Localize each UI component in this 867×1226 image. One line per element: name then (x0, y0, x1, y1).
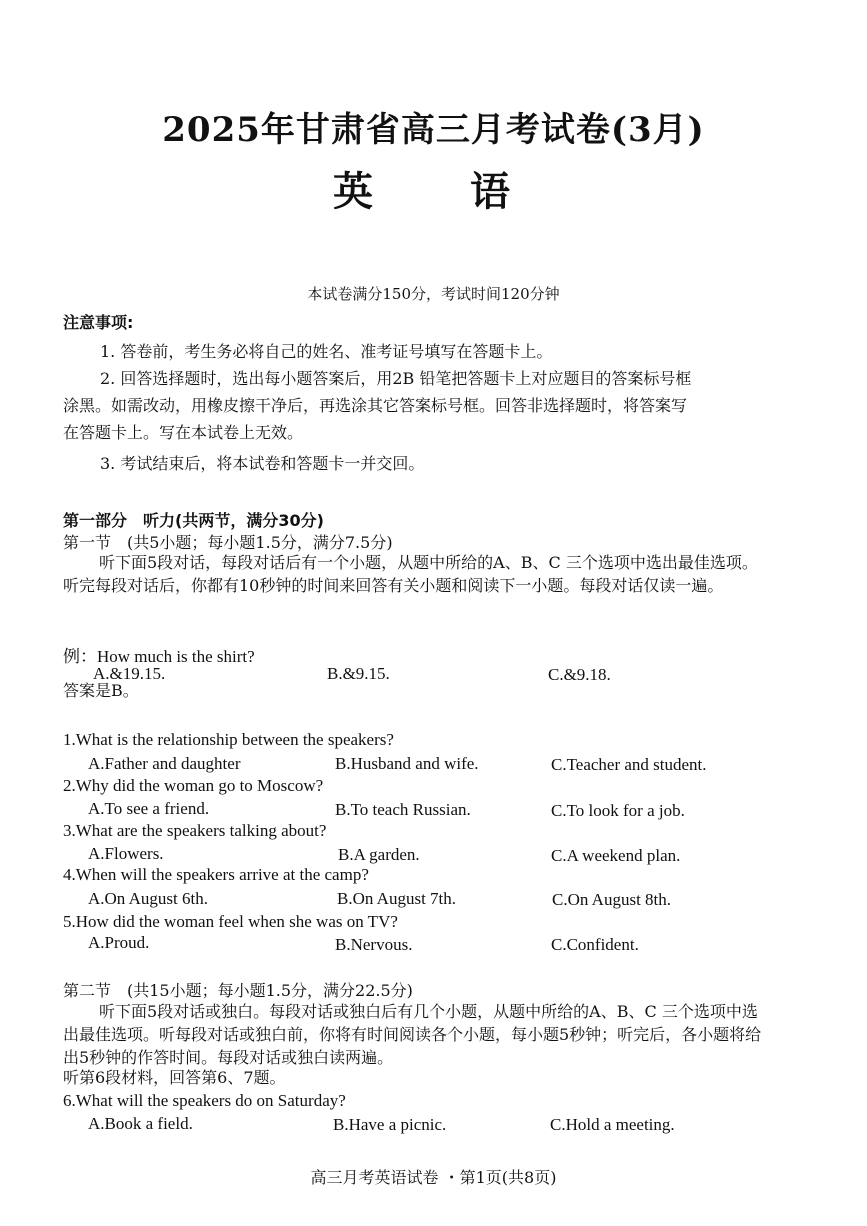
subject-char-2: 语 (470, 168, 510, 215)
q2-option-a: A.To see a friend. (88, 799, 210, 818)
question-3: 3.What are the speakers talking about? (63, 821, 327, 840)
question-5: 5.How did the woman feel when she was on TV? (63, 912, 398, 931)
example-answer: 答案是B。 (63, 681, 139, 700)
q3-option-c: C.A weekend plan. (551, 846, 681, 865)
q2-option-c: C.To look for a job. (551, 801, 685, 820)
example-option-b: B.&9.15. (327, 664, 390, 683)
section2-instructions: 听下面5段对话或独白。每段对话或独白后有几个小题，从题中所给的A、B、C 三个选项中选出最佳选项。听每段对话或独白前，你将有时间阅读各个小题，每小题5秒钟；听完后，各小题将给出5秒钟的作答时间。每段对话或独白读两遍。 (63, 1002, 762, 1067)
q5-option-c: C.Confident. (551, 935, 639, 954)
note-item-1: 1. 答卷前，考生务必将自己的姓名、准考证号填写在答题卡上。 (100, 342, 553, 361)
part1-heading: 第一部分 听力(共两节，满分30分) (63, 511, 324, 530)
q6-option-c: C.Hold a meeting. (550, 1115, 675, 1134)
page-footer: 高三月考英语试卷 ・第1页(共8页) (310, 1168, 557, 1187)
question-6: 6.What will the speakers do on Saturday? (63, 1091, 346, 1110)
q1-option-b: B.Husband and wife. (335, 754, 479, 773)
exam-info: 本试卷满分150分，考试时间120分钟 (307, 285, 560, 303)
subject-char-1: 英 (333, 168, 373, 215)
q4-option-b: B.On August 7th. (337, 889, 457, 908)
note-item-3: 3. 考试结束后，将本试卷和答题卡一并交回。 (100, 454, 425, 473)
q3-option-b: B.A garden. (338, 845, 420, 864)
question-1: 1.What is the relationship between the speakers? (63, 730, 394, 749)
question-2: 2.Why did the woman go to Moscow? (63, 776, 324, 795)
example-option-c: C.&9.18. (548, 665, 611, 684)
q6-option-b: B.Have a picnic. (333, 1115, 447, 1134)
section1-instructions: 听下面5段对话，每段对话后有一个小题，从题中所给的A、B、C 三个选项中选出最佳选项。听完每段对话后，你都有10秒钟的时间来回答有关小题和阅读下一小题。每段对话仅读一遍。 (63, 553, 758, 595)
q5-option-b: B.Nervous. (335, 935, 413, 954)
q5-option-a: A.Proud. (88, 933, 150, 952)
q4-option-a: A.On August 6th. (88, 889, 208, 908)
q1-option-a: A.Father and daughter (88, 754, 241, 773)
example-question: 例：How much is the shirt? (63, 647, 255, 666)
q3-option-a: A.Flowers. (88, 844, 164, 863)
section2-material: 听第6段材料，回答第6、7题。 (63, 1068, 286, 1087)
notes-heading: 注意事项: (63, 313, 134, 332)
section2-heading: 第二节 (共15小题；每小题1.5分，满分22.5分) (63, 981, 413, 1000)
note-item-2-line-3: 在答题卡上。写在本试卷上无效。 (63, 423, 304, 442)
note-item-2-line-1: 2. 回答选择题时，选出每小题答案后，用2B 铅笔把答题卡上对应题目的答案标号框 (100, 369, 692, 388)
note-item-2-line-2: 涂黑。如需改动，用橡皮擦干净后，再选涂其它答案标号框。回答非选择题时，将答案写 (63, 396, 688, 415)
example-option-a: A.&19.15. (93, 664, 166, 683)
q1-option-c: C.Teacher and student. (551, 755, 707, 774)
section1-heading: 第一节 (共5小题；每小题1.5分，满分7.5分) (63, 533, 393, 552)
question-4: 4.When will the speakers arrive at the camp? (63, 865, 369, 884)
exam-title: 2025年甘肃省高三月考试卷(3月) (162, 110, 705, 150)
q2-option-b: B.To teach Russian. (335, 800, 471, 819)
q4-option-c: C.On August 8th. (552, 890, 672, 909)
q6-option-a: A.Book a field. (88, 1114, 193, 1133)
